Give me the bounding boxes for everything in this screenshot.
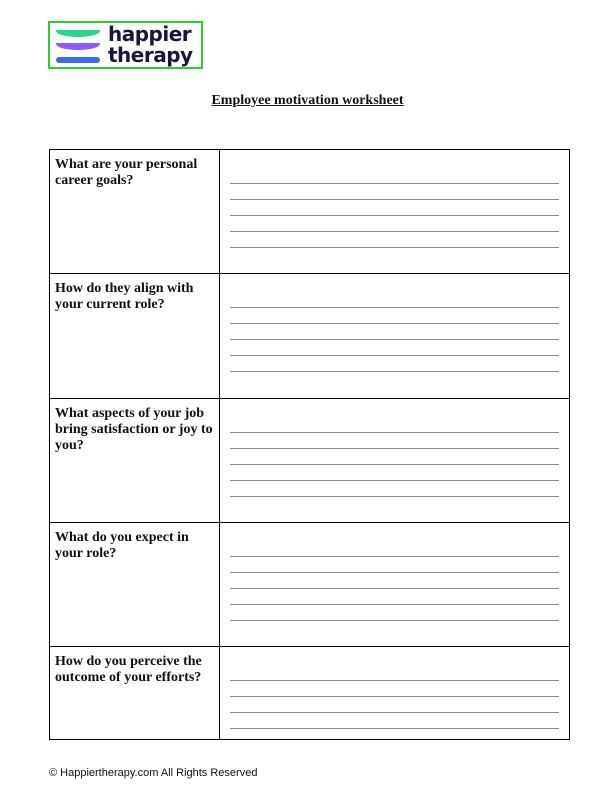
question-row: [50, 647, 570, 740]
worksheet-title: Employee motivation worksheet: [211, 93, 404, 108]
logo-word-therapy: therapy: [108, 43, 193, 67]
answer-line: [230, 620, 559, 621]
answer-line: [230, 247, 559, 248]
logo-green-stripe-icon: [56, 30, 100, 37]
answer-line: [230, 680, 559, 681]
answer-line: [230, 496, 559, 497]
question-label: How do you perceive the outcome of your efforts?: [50, 647, 220, 740]
answer-area[interactable]: [220, 399, 570, 523]
answer-line: [230, 556, 559, 557]
question-label: What aspects of your job bring satisfaction or joy to you?: [50, 399, 220, 523]
answer-line: [230, 432, 559, 433]
answer-area[interactable]: [220, 647, 570, 740]
answer-line: [230, 231, 559, 232]
answer-line: [230, 339, 559, 340]
answer-line: [230, 464, 559, 465]
happier-therapy-logo: [48, 21, 203, 69]
logo-blue-stripe-icon: [56, 57, 100, 63]
answer-line: [230, 199, 559, 200]
question-row: [50, 399, 570, 523]
answer-line: [230, 355, 559, 356]
answer-line: [230, 696, 559, 697]
copyright-footer: © Happiertherapy.com All Rights Reserved: [49, 767, 258, 779]
answer-line: [230, 572, 559, 573]
answer-line: [230, 307, 559, 308]
answer-line: [230, 215, 559, 216]
logo-purple-stripe-icon: [56, 43, 100, 50]
answer-line: [230, 183, 559, 184]
question-row: [50, 523, 570, 647]
question-row: [50, 150, 570, 274]
answer-line: [230, 712, 559, 713]
question-label: What do you expect in your role?: [50, 523, 220, 647]
answer-line: [230, 371, 559, 372]
answer-area[interactable]: [220, 523, 570, 647]
answer-line: [230, 480, 559, 481]
answer-line: [230, 604, 559, 605]
answer-area[interactable]: [220, 274, 570, 399]
answer-line: [230, 728, 559, 729]
answer-line: [230, 448, 559, 449]
question-row: [50, 274, 570, 399]
question-label: How do they align with your current role?: [50, 274, 220, 399]
answer-area[interactable]: [220, 150, 570, 274]
worksheet-table: [49, 149, 570, 740]
logo-word-happier: happier: [108, 22, 192, 46]
answer-line: [230, 323, 559, 324]
question-label: What are your personal career goals?: [50, 150, 220, 274]
answer-line: [230, 588, 559, 589]
